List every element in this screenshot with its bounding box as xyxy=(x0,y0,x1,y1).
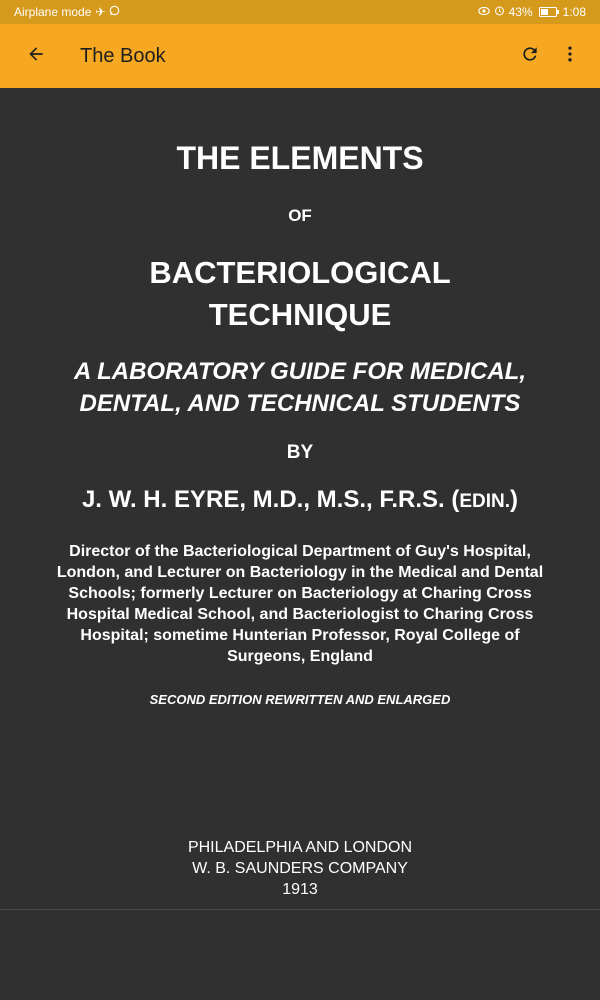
author-smallcaps: EDIN. xyxy=(459,491,511,512)
airplane-icon: ✈ xyxy=(95,5,106,19)
app-title: The Book xyxy=(80,44,166,67)
status-bar xyxy=(0,0,600,24)
publisher-name: W. B. SAUNDERS COMPANY xyxy=(192,860,408,877)
refresh-icon xyxy=(520,44,540,69)
arrow-left-icon xyxy=(26,44,46,69)
subtitle-line-1: A LABORATORY GUIDE FOR MEDICAL, xyxy=(73,358,526,385)
publication-year: 1913 xyxy=(282,881,318,898)
author-main: J. W. H. EYRE, M.D., M.S., F.R.S. ( xyxy=(81,486,460,513)
title-of: OF xyxy=(288,206,312,225)
credentials-line: London, and Lecturer on Bacteriology in the Medical and Dental xyxy=(56,564,544,581)
subject-line-2: TECHNIQUE xyxy=(208,297,392,332)
status-left xyxy=(14,5,120,19)
overflow-menu-button[interactable] xyxy=(550,32,590,80)
author-close: ) xyxy=(510,486,519,513)
book-subtitle xyxy=(40,356,560,420)
publisher-place: PHILADELPHIA AND LONDON xyxy=(187,839,413,856)
battery-percent: 43% xyxy=(508,5,533,19)
app-bar xyxy=(0,24,600,88)
whatsapp-icon xyxy=(109,5,120,19)
credentials-line: Surgeons, England xyxy=(227,648,373,665)
credentials-line: Hospital Medical School, and Bacteriologist to Charing Cross xyxy=(66,606,534,623)
alarm-icon xyxy=(494,5,505,19)
status-right xyxy=(478,5,586,19)
book-title: THE ELEMENTS xyxy=(176,140,424,176)
eye-icon xyxy=(478,5,490,19)
airplane-mode-label: Airplane mode xyxy=(14,5,92,19)
clock: 1:08 xyxy=(562,5,586,19)
author-credentials xyxy=(46,541,554,667)
author-name xyxy=(0,486,600,514)
refresh-button[interactable] xyxy=(510,32,550,80)
battery-icon xyxy=(539,7,557,17)
credentials-line: Schools; formerly Lecturer on Bacteriology at Charing Cross xyxy=(68,585,532,602)
credentials-line: Director of the Bacteriological Department of Guy's Hospital, xyxy=(69,543,531,560)
edition-note: SECOND EDITION REWRITTEN AND ENLARGED xyxy=(149,692,451,707)
credentials-line: Hospital; sometime Hunterian Professor, Royal College of xyxy=(80,627,520,644)
by-label: BY xyxy=(286,442,314,463)
more-vert-icon xyxy=(560,44,580,69)
publisher-block xyxy=(0,837,600,900)
book-page[interactable] xyxy=(0,88,600,910)
book-subject xyxy=(0,252,600,336)
subtitle-line-2: DENTAL, AND TECHNICAL STUDENTS xyxy=(79,390,521,417)
subject-line-1: BACTERIOLOGICAL xyxy=(149,255,451,290)
back-button[interactable] xyxy=(12,32,60,80)
